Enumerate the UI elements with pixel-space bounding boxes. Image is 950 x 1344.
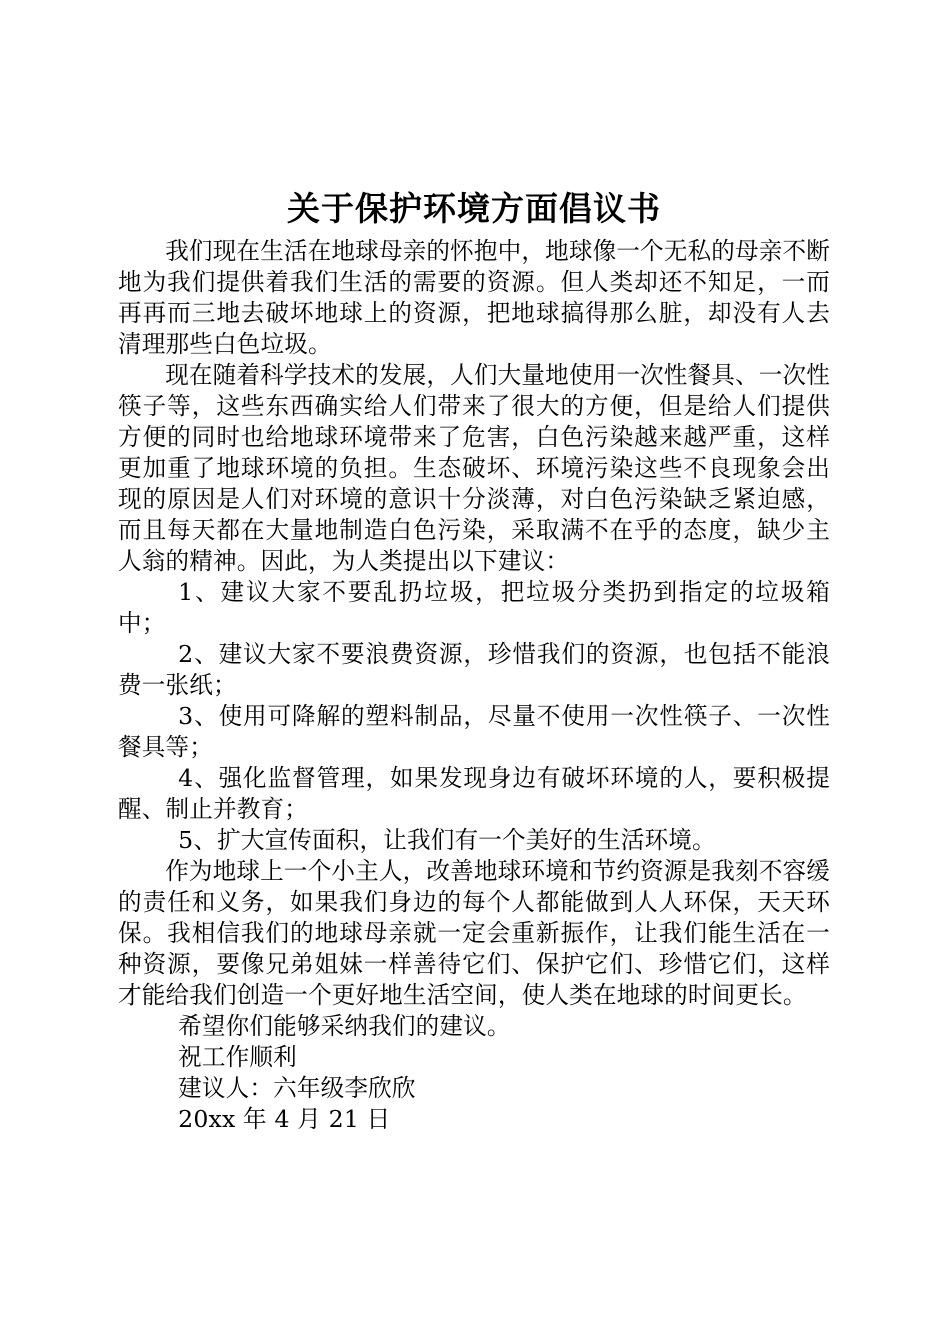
suggestion-item-1: 1、建议大家不要乱扔垃圾，把垃圾分类扔到指定的垃圾箱中； (118, 578, 830, 637)
intro-paragraph: 我们现在生活在地球母亲的怀抱中，地球像一个无私的母亲不断地为我们提供着我们生活的需要的资源。但人类却还不知足，一而再再而三地去破坏地球上的资源，把地球搞得那么脏，却没有人去清理那些白色垃圾。 (118, 237, 831, 358)
suggestion-item-2: 2、建议大家不要浪费资源，珍惜我们的资源，也包括不能浪费一张纸； (118, 640, 830, 699)
proposer-line: 建议人：六年级李欣欣 (178, 1074, 416, 1102)
problem-paragraph: 现在随着科学技术的发展，人们大量地使用一次性餐具、一次性筷子等，这些东西确实给人们带来了很大的方便，但是给人们提供方便的同时也给地球环境带来了危害，白色污染越来越严重，这样更加重了地球环境的负担。生态破坏、环境污染这些不良现象会出现的原因是人们对环境的意识十分淡薄，对白色污染缺乏紧迫感，而且每天都在大量地制造白色污染，采取满不在乎的态度，缺少主人翁的精神。因此，为人类提出以下建议： (118, 361, 831, 575)
hope-line: 希望你们能够采纳我们的建议。 (178, 1012, 511, 1040)
suggestion-item-5: 5、扩大宣传面积，让我们有一个美好的生活环境。 (178, 826, 716, 854)
document-page (118, 182, 830, 1135)
wish-line: 祝工作顺利 (178, 1043, 297, 1071)
document-title: 关于保护环境方面倡议书 (287, 189, 661, 228)
suggestion-item-3: 3、使用可降解的塑料制品，尽量不使用一次性筷子、一次性餐具等； (118, 702, 830, 761)
suggestion-item-4: 4、强化监督管理，如果发现身边有破坏环境的人，要积极提醒、制止并教育； (118, 764, 830, 823)
closing-paragraph: 作为地球上一个小主人，改善地球环境和节约资源是我刻不容缓的责任和义务，如果我们身边的每个人都能做到人人环保，天天环保。我相信我们的地球母亲就一定会重新振作，让我们能生活在一种资源，要像兄弟姐妹一样善待它们、保护它们、珍惜它们，这样才能给我们创造一个更好地生活空间，使人类在地球的时间更长。 (118, 857, 831, 1009)
date-line: 20xx 年 4 月 21 日 (178, 1105, 391, 1133)
